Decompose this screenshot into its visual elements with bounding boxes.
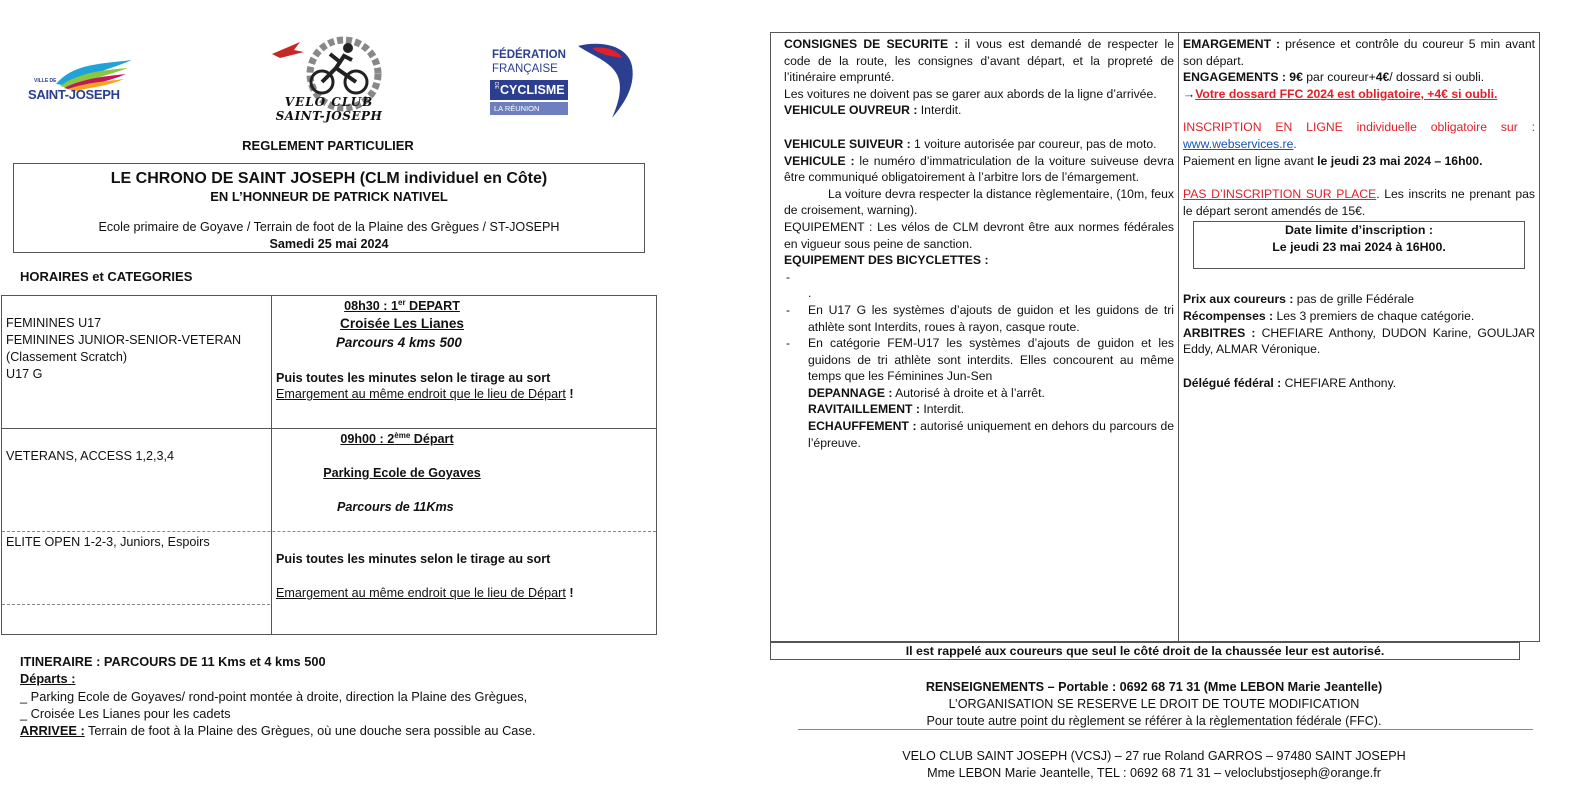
velo-club-logo	[270, 32, 388, 124]
ffc-logo	[490, 40, 638, 120]
rule-pas-inscription	[1183, 186, 1535, 219]
block2-place: Parking Ecole de Goyaves	[323, 466, 481, 480]
block1-categories	[6, 315, 241, 384]
block1-time-label: DEPART	[405, 299, 460, 314]
pas-inscription: PAS D’INSCRIPTION SUR PLACE	[1183, 187, 1377, 202]
rule-prix	[1183, 291, 1535, 308]
rule-text: . Les inscrits ne prenant pas le départ seront amendés de 15€.	[1183, 187, 1535, 218]
date-limite-label: Date limite d’inscription :	[1284, 223, 1434, 237]
schedule-heading: HORAIRES et CATEGORIES	[20, 269, 193, 284]
list-dot: .	[808, 286, 812, 301]
saint-joseph-logo-small: VILLE DE	[34, 78, 57, 84]
event-title: LE CHRONO DE SAINT JOSEPH (CLM individuel en Côte)	[110, 170, 548, 187]
block1-emargement-text: Emargement au même endroit que le lieu de Départ	[276, 387, 566, 401]
block2-course: Parcours de 11Kms	[337, 500, 454, 514]
departs-label: Départs :	[20, 671, 76, 687]
rule-engagements	[1183, 69, 1535, 86]
renseignements: RENSEIGNEMENTS – Portable : 0692 68 71 31 (Mme LEBON Marie Jeantelle)	[925, 680, 1383, 694]
rule-text: autorisé uniquement en dehors du parcours de l’épreuve.	[808, 419, 1175, 450]
rule-distance: La voiture devra respecter la distance règlementaire, (10m, feux de croisement, warning).	[784, 186, 1174, 218]
rule-ouvreur	[784, 102, 1174, 119]
category-label: (Classement Scratch)	[6, 350, 128, 365]
rule-label: VEHICULE SUIVEUR :	[784, 136, 911, 151]
saint-joseph-logo	[28, 56, 138, 104]
engagement-plus: 4€	[1375, 70, 1390, 85]
rule-text: 1 voiture autorisée par coureur, pas de moto.	[910, 136, 1157, 151]
rule-label: RAVITAILLEMENT :	[808, 402, 920, 417]
website-period: .	[1293, 136, 1297, 151]
rule-text: CHEFIARE Anthony, DUDON Karine, GOULJAR Eddy, ALMAR Véronique.	[1183, 325, 1535, 357]
rule-text: Les 3 premiers de chaque catégorie.	[1273, 308, 1475, 323]
depart-item: _ Croisée Les Lianes pour les cadets	[20, 705, 231, 721]
footer-divider	[798, 729, 1533, 730]
block1-note: Puis toutes les minutes selon le tirage au sort	[276, 371, 551, 385]
category-label: VETERANS, ACCESS 1,2,3,4	[6, 449, 174, 463]
rule-dossard	[1183, 86, 1535, 103]
ffc-logo-region: LA RÉUNION	[494, 104, 540, 113]
block3-emargement	[276, 585, 574, 602]
rule-echauffement	[784, 418, 1174, 451]
rule-text: il vous est demandé de respecter le code de la route, les consignes d’avant départ, et la propreté de l’itinéraire emprunté.	[784, 37, 1174, 85]
block1-time-sup: er	[398, 298, 406, 307]
reglement-heading: REGLEMENT PARTICULIER	[242, 138, 414, 153]
block1-course: Parcours 4 kms 500	[336, 335, 462, 350]
block2-time	[272, 431, 522, 448]
list-item: - En U17 G les systèmes d’ajouts de guidon et les guidons de tri athlète sont Interdits, roues à rayon, casque route.	[784, 302, 1174, 335]
website-link[interactable]: www.webservices.re	[1183, 136, 1294, 151]
block2-time-value: 09h00 : 2	[340, 432, 395, 447]
rule-voitures: Les voitures ne doivent pas se garer aux abords de la ligne d’arrivée.	[784, 86, 1157, 101]
rule-ravitaillement	[784, 401, 1174, 418]
arrow-icon: →	[1183, 86, 1196, 101]
club-address: VELO CLUB SAINT JOSEPH (VCSJ) – 27 rue Roland GARROS – 97480 SAINT JOSEPH	[902, 749, 1406, 763]
block3-emargement-excl: !	[565, 586, 574, 600]
arrivee-line	[20, 722, 536, 739]
block2-time-line	[340, 432, 453, 446]
rule-equipement: EQUIPEMENT : Les vélos de CLM devront être aux normes fédérales en vigueur sous peine de sanction.	[784, 219, 1174, 251]
category-label: U17 G	[6, 367, 43, 382]
rule-label: Délégué fédéral :	[1183, 375, 1282, 390]
ffc-logo-line3: CYCLISME	[500, 83, 565, 97]
rule-label: ARBITRES :	[1183, 325, 1256, 340]
ffc-logo-line1: FÉDÉRATION	[492, 49, 566, 61]
ffc-logo-line2: FRANÇAISE	[492, 63, 558, 75]
velo-club-logo-line1: VELO CLUB	[284, 95, 374, 109]
rule-text: par coureur+	[1302, 70, 1376, 85]
itinerary-section	[20, 653, 536, 739]
rule-label: ENGAGEMENTS :	[1183, 70, 1286, 85]
rules-box	[770, 32, 1540, 642]
road-notice: Il est rappelé aux coureurs que seul le côté droit de la chaussée leur est autorisé.	[770, 642, 1520, 660]
club-contact: Mme LEBON Marie Jeantelle, TEL : 0692 68 71 31 – veloclubstjoseph@orange.fr	[927, 766, 1381, 780]
spacer	[1183, 358, 1535, 375]
rule-arbitres	[1183, 325, 1535, 358]
saint-joseph-logo-name: SAINT-JOSEPH	[28, 87, 120, 102]
block1-emargement-excl: !	[565, 387, 574, 401]
block1-time-value: 08h30 : 1	[344, 299, 398, 314]
engagement-price: 9€	[1285, 70, 1303, 85]
rule-text: / dossard si oubli.	[1389, 70, 1485, 85]
block3-categories	[6, 534, 210, 551]
rule-recompenses	[1183, 308, 1535, 325]
date-limite-value: Le jeudi 23 mai 2024 à 16H00.	[1272, 239, 1446, 254]
rule-label: DEPANNAGE :	[808, 385, 893, 400]
bicyclettes-list	[784, 269, 1174, 385]
inscription-text: INSCRIPTION EN LIGNE individuelle obligatoire sur :	[1183, 120, 1535, 135]
spacer	[1183, 102, 1535, 119]
rule-depannage	[784, 385, 1174, 402]
depart-item: _ Parking Ecole de Goyaves/ rond-point montée à droite, direction la Plaine des Grègues,	[20, 688, 528, 704]
schedule-table	[1, 295, 657, 635]
rule-text: pas de grille Fédérale	[1293, 292, 1415, 307]
rule-text: présence et contrôle du coureur 5 min avant son départ.	[1183, 37, 1536, 68]
spacer	[1183, 169, 1535, 186]
rule-emargement	[1183, 36, 1535, 69]
dossard-warning: Votre dossard FFC 2024 est obligatoire, +4€ si oubli.	[1195, 86, 1498, 101]
rule-vehicule	[784, 153, 1174, 186]
rule-label: VEHICULE :	[784, 153, 855, 168]
rule-text: CHEFIARE Anthony.	[1281, 375, 1397, 390]
rule-label: Prix aux coureurs :	[1183, 292, 1294, 307]
rule-text: Paiement en ligne avant	[1183, 153, 1318, 168]
block3-emargement-text: Emargement au même endroit que le lieu de Départ	[276, 586, 566, 600]
ffc-swoosh-icon	[572, 40, 638, 120]
arrivee-label: ARRIVEE :	[20, 723, 85, 739]
rule-label: ECHAUFFEMENT :	[808, 419, 917, 434]
rule-text: Interdit.	[917, 103, 962, 118]
rule-label: Récompenses :	[1183, 308, 1274, 323]
event-subtitle: EN L’HONNEUR DE PATRICK NATIVEL	[210, 189, 448, 205]
rules-left-column	[784, 36, 1174, 451]
rule-label: CONSIGNES DE SECURITE :	[784, 37, 959, 51]
block3-note: Puis toutes les minutes selon le tirage au sort	[276, 552, 551, 566]
ffc-logo-band	[490, 80, 568, 100]
rule-label: VEHICULE OUVREUR :	[784, 103, 918, 118]
list-item: - En catégorie FEM-U17 les systèmes d’ajouts de guidon et les guidons de tri athlète sont interdits. Elles concourent au même temps que les Féminines Jun-Sen	[784, 335, 1174, 385]
rule-text: le numéro d’immatriculation de la voiture suiveuse devra être communiqué obligatoirement à l’arbitre lors de l’émargement.	[784, 153, 1174, 185]
rule-inscription	[1183, 119, 1535, 152]
block2-categories	[6, 448, 174, 465]
rule-securite	[784, 36, 1174, 86]
category-label: FEMININES JUNIOR-SENIOR-VETERAN	[6, 333, 242, 348]
block1-time-line	[344, 299, 460, 313]
organisation-reserve: L’ORGANISATION SE RESERVE LE DROIT DE TOUTE MODIFICATION	[948, 697, 1360, 711]
rule-suiveur	[784, 136, 1174, 153]
title-box	[13, 163, 645, 253]
block2-time-sup: ème	[394, 431, 411, 440]
itinerary-title: ITINERAIRE : PARCOURS DE 11 Kms et 4 kms 500	[20, 654, 326, 669]
category-label: FEMININES U17	[6, 316, 102, 330]
ffc-logo-prefix: DE	[492, 82, 499, 89]
reglementation-note: Pour toute autre point du règlement se référer à la règlementation fédérale (FFC).	[926, 714, 1382, 728]
schedule-row-divider	[2, 428, 656, 429]
rules-column-divider	[1178, 33, 1179, 641]
ffc-logo-region-band	[490, 102, 568, 115]
list-item	[784, 269, 1174, 302]
schedule-row-divider-dashed	[2, 604, 270, 605]
schedule-row-divider-dashed	[2, 531, 656, 532]
spacer	[784, 119, 1174, 136]
block1-emargement	[276, 386, 574, 403]
rule-text: Interdit.	[919, 402, 964, 417]
block1-time	[272, 298, 532, 315]
rule-label: EMARGEMENT :	[1183, 37, 1281, 51]
event-location: Ecole primaire de Goyave / Terrain de foot de la Plaine des Grègues / ST-JOSEPH	[98, 219, 560, 234]
rules-right-column	[1183, 36, 1535, 391]
rule-delegue	[1183, 375, 1535, 392]
block1-place: Croisée Les Lianes	[340, 316, 464, 331]
paiement-date: le jeudi 23 mai 2024 – 16h00.	[1317, 153, 1483, 168]
rule-bicyclettes-label: EQUIPEMENT DES BICYCLETTES :	[784, 253, 989, 268]
rule-text: Autorisé à droite et à l’arrêt.	[892, 385, 1045, 400]
velo-club-logo-line2: SAINT-JOSEPH	[275, 109, 383, 123]
rule-paiement	[1183, 153, 1535, 170]
date-limite-box	[1193, 221, 1525, 269]
block2-time-label: Départ	[410, 432, 454, 447]
category-label: ELITE OPEN 1-2-3, Juniors, Espoirs	[6, 535, 210, 549]
arrivee-text: Terrain de foot à la Plaine des Grègues, où une douche sera possible au Case.	[84, 723, 536, 739]
event-date: Samedi 25 mai 2024	[269, 236, 389, 251]
